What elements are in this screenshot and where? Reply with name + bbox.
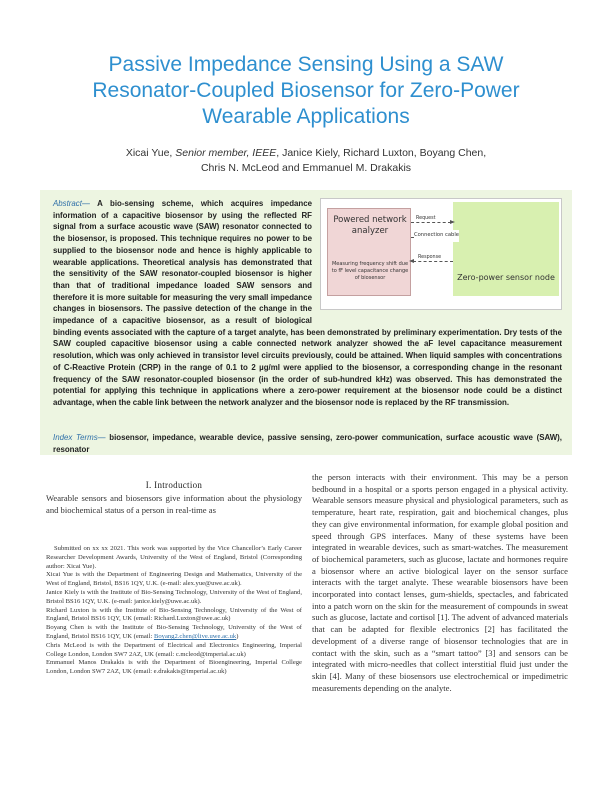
author-footnotes — [46, 545, 302, 677]
footnote-author — [46, 624, 302, 642]
title-line: Wearable Applications — [202, 105, 410, 128]
author-line — [90, 146, 522, 161]
footnote-author: Xicai Yue is with the Department of Engineering Design and Mathematics, University of the West of England, Bristol, BS16 1QY, U.K. (e-mail: alex.yue@uwe.ac.uk). — [46, 571, 302, 588]
request-label: Request — [416, 216, 436, 221]
connection-cable-label: Connection cable — [414, 230, 459, 242]
title-line: Passive Impedance Sensing Using a SAW — [108, 53, 504, 76]
index-terms — [53, 432, 562, 455]
abstract-label: Abstract— — [53, 199, 90, 208]
footnote-author: Janice Kiely is with the Institute of Bio-Sensing Technology, University of the West of England, Bristol BS16 1QY, U.K. (e-mail: janice.kiely@uwe.ac.uk). — [46, 588, 302, 605]
intro-paragraph-left: Wearable sensors and biosensors give information about the physiology and biochemical status of a person in real-time as — [46, 493, 302, 515]
footnote-author-text: Boyang Chen is with the Institute of Bio-Sensing Technology, University of the West of England, Bristol BS16 1QY, UK (email: — [46, 624, 302, 640]
paper-title — [40, 52, 572, 130]
sensor-node-label: Zero-power sensor node — [457, 273, 555, 283]
footnote-author: Emmanuel Manos Drakakis is with the Department of Bioengineering, Imperial College London, London SW7 2AZ, UK (email: e.drakakis@imperial.ac.uk) — [46, 659, 302, 676]
abstract-text: A bio-sensing scheme, which acquires impedance information of a capacitive biosensor by using the reflected RF signal from a surface acoustic wave (SAW) resonator connected to the biosensor, is proposed. This technique requires no power to be supplied to the biosensor node and hence is highly applicable to wearable applications. Theoretical analysis has demonstrated that the sensitivity of the SAW resonator-coupled biosensor is higher than that of traditional impedance loaded SAW sensors and therefore it is more suitable for measuring the very small impedance changes in biosensors. The passive detection of the change in the impedance of a capacitive biosensor, as a result of biological binding events associated with the capture of a target analyte, has been demonstrated by preliminary experimentation. Dry tests of the SAW coupled capacitive biosensor using a cable connected network analyzer showed the aF level capacitance measurement resolution, which was only achieved in transistor level circuits previously, could be attained. When liquid samples with concentrations of C-Reactive Protein (CRP) in the range of 0.1 to 2 µg/ml were applied to the biosensor, a corresponding change in the resonant frequency of the SAW resonator-coupled biosensor (in the order of sub-hundred kHz) was observed. This has demonstrated the potential for applying this technique in applications where a zero-power requirement at the biosensor node could be a distinct advantage, when the cable link between the network analyzer and the biosensor node is replaced by the RF transmission. — [53, 199, 562, 407]
author-list — [90, 146, 522, 176]
sensor-node-box — [453, 202, 559, 296]
section-heading: I. Introduction — [145, 480, 203, 490]
abstract — [53, 198, 562, 409]
title-line: Resonator-Coupled Biosensor for Zero-Power — [92, 79, 520, 102]
system-diagram — [320, 198, 562, 310]
author-email-link[interactable]: Boyang2.chen@live.uwe.ac.uk — [153, 632, 237, 640]
network-analyzer-box — [327, 208, 411, 296]
footnote-submission: Submitted on xx xx 2021. This work was supported by the Vice Chancellor’s Early Career Researcher Development Awards, University of the West of England, Bristol (Corresponding author: Xicai Yue). — [46, 545, 302, 570]
author-names: , Janice Kiely, Richard Luxton, Boyang Chen, — [276, 147, 487, 159]
author-names: Xicai Yue, — [125, 147, 176, 159]
network-analyzer-note: Measuring frequency shift due to fF level capacitance change of biosensor — [331, 261, 409, 281]
graphical-abstract — [320, 198, 562, 316]
network-analyzer-label: Powered network analyzer — [333, 215, 407, 236]
footnote-author: Chris McLeod is with the Department of Electrical and Electronics Engineering, Imperial College London, London SW7 2AZ, UK (email: c.mcleod@imperial.ac.uk) — [46, 641, 302, 658]
footnote-close: ) — [236, 632, 239, 640]
author-role: Senior member, IEEE — [175, 147, 277, 159]
intro-paragraph-right: the person interacts with their environment. This may be a person bedbound in a hospital or a sports person engaged in a physical activity. Wearable sensors measure physical and physiological parameters, such as temperature, heart rate, respiration, gait and biochemical changes, plus they can give environmental information, for example global position and speed through GPS interfaces. Many of these systems have been integrated in wearable devices, such as smart-watches. The measurement of biochemical parameters, such as glucose, lactate and hormones require a biosensor where an active biological layer on the sensor surface interacts with the target analyte. These wearable biosensors have been incorporated into contact lenses, gum-shields, spectacles, and fabricated into a patch worn on the skin for the measurement of compounds in sweat such as glucose, lactate and cortisol [1]. The advent of advanced materials that can be adapted for flexible electronics [2] has facilitated the development of a diverse range of biosensor technologies that are in contact with the skin, such as a “smart tattoo” [3] and sensors can be integrated with micro-needles that collect interstitial fluid just under the skin [4]. Many of these biosensors use electrochemical or impedimetric measurements depending on the analyte. — [312, 472, 568, 693]
footnote-author: Richard Luxton is with the Institute of Bio-Sensing Technology, University of the West of England, Bristol BS16 1QY, UK (email: Richard.Luxton@uwe.ac.uk) — [46, 606, 302, 623]
author-line: Chris N. McLeod and Emmanuel M. Drakakis — [200, 162, 412, 174]
response-label: Response — [418, 255, 442, 260]
index-terms-text: biosensor, impedance, wearable device, passive sensing, zero-power communication, surface acoustic wave (SAW), resonator — [53, 433, 562, 454]
index-terms-label: Index Terms— — [53, 433, 106, 442]
